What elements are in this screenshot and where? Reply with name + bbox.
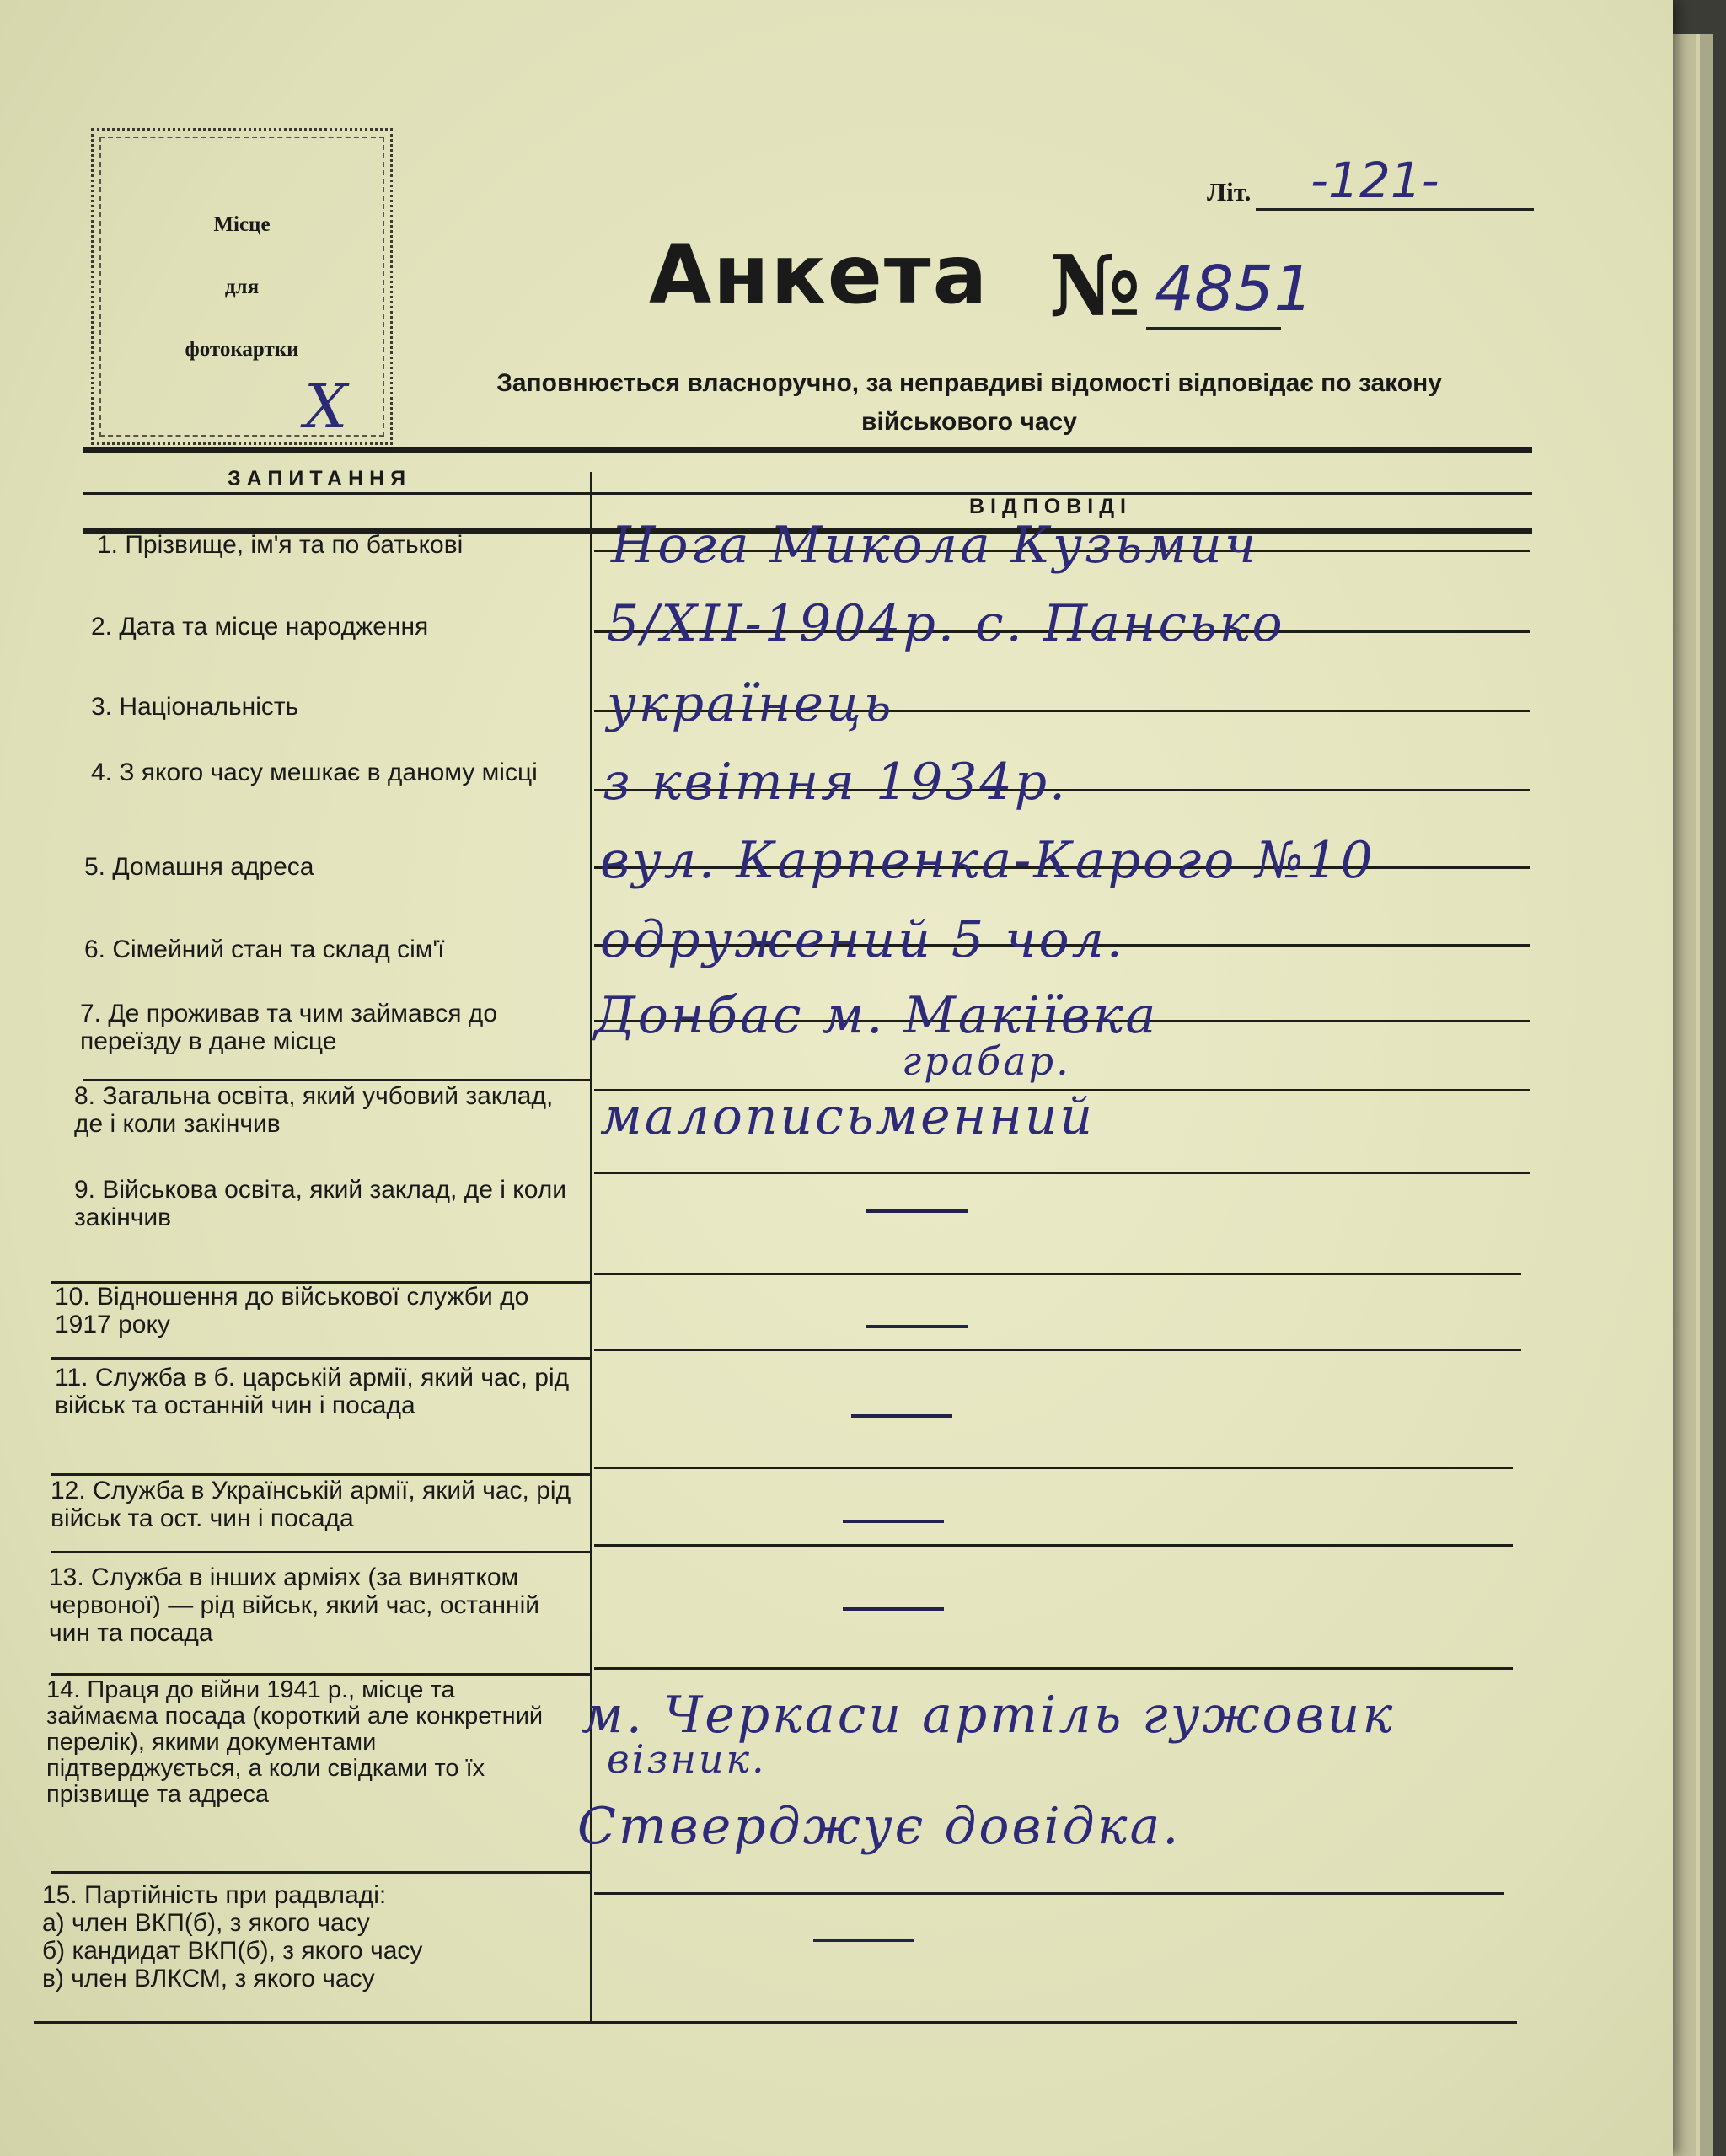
questions-header: ЗАПИТАННЯ bbox=[228, 467, 412, 491]
answer-line bbox=[594, 1544, 1513, 1547]
answer-4: з квітня 1934р. bbox=[603, 753, 1069, 812]
row-separator bbox=[51, 1473, 592, 1476]
answer-14: м. Черкаси артіль гужовик bbox=[582, 1686, 1396, 1745]
answer-line bbox=[594, 1273, 1521, 1275]
lit-handwritten-value: -121- bbox=[1311, 152, 1439, 209]
row-separator bbox=[51, 1673, 592, 1676]
question-5: 5. Домашня адреса bbox=[84, 853, 314, 881]
form-subtitle: Заповнюється власноручно, за неправдиві відомості відповідає по закону військового часу bbox=[496, 369, 1442, 436]
question-10: 10. Відношення до військової служби до 1917 року bbox=[55, 1283, 529, 1338]
photo-label-line: для bbox=[224, 276, 260, 298]
form-number: 4851 bbox=[1155, 253, 1314, 325]
answer-line bbox=[594, 1467, 1513, 1469]
answer-14-occupation: візник. bbox=[607, 1736, 767, 1782]
answer-10-dash bbox=[866, 1325, 968, 1328]
number-sign: № bbox=[1049, 236, 1141, 335]
answers-header: ВІДПОВІДІ bbox=[969, 495, 1132, 518]
answer-line bbox=[594, 1172, 1530, 1174]
answer-line bbox=[594, 1667, 1513, 1670]
row-separator bbox=[51, 1357, 592, 1360]
question-14: 14. Праця до війни 1941 р., місце та займаєма посада (короткий але конкретний перелік), якими документами підтверджується, а коли свідками то їх прізвище та адреса bbox=[46, 1676, 544, 1808]
answer-11-dash bbox=[851, 1414, 952, 1418]
table-bottom-rule bbox=[34, 2021, 1517, 2024]
answer-line bbox=[594, 1892, 1504, 1895]
row-separator bbox=[51, 1871, 592, 1874]
answer-6: одружений 5 чол. bbox=[600, 910, 1125, 969]
question-7: 7. Де проживав та чим займався до переїзду в дане місце bbox=[80, 1000, 497, 1055]
photo-placeholder bbox=[91, 128, 393, 445]
question-3: 3. Національність bbox=[91, 693, 299, 721]
question-6: 6. Сімейний стан та склад сім'ї bbox=[84, 936, 445, 963]
lit-label: Літ. bbox=[1207, 177, 1252, 206]
question-4: 4. З якого часу мешкає в даному місці bbox=[91, 759, 538, 786]
question-1: 1. Прізвище, ім'я та по батькові bbox=[97, 531, 464, 559]
column-divider bbox=[590, 472, 592, 2023]
answer-8: малописьменний bbox=[600, 1087, 1095, 1146]
photo-label-line: фотокартки bbox=[185, 338, 299, 361]
question-9: 9. Військова освіта, який заклад, де і коли закінчив bbox=[74, 1176, 566, 1231]
question-12: 12. Служба в Українській армії, який час, рід військ та ост. чин і посада bbox=[51, 1477, 571, 1532]
answer-1: Нога Микола Кузьмич bbox=[611, 516, 1259, 575]
question-8: 8. Загальна освіта, який учбовий заклад, де і коли закінчив bbox=[74, 1082, 554, 1138]
answer-3: українець bbox=[607, 674, 894, 733]
row-separator bbox=[83, 1079, 592, 1081]
answer-7: Донбас м. Макіївка bbox=[594, 986, 1159, 1045]
question-11: 11. Служба в б. царській армії, який час, рід військ та останній чин і посада bbox=[55, 1364, 570, 1419]
photo-label-line: Місце bbox=[213, 213, 271, 236]
answer-15-dash bbox=[813, 1939, 914, 1942]
number-underline bbox=[1146, 327, 1281, 330]
question-2: 2. Дата та місце народження bbox=[91, 613, 429, 641]
question-15: 15. Партійність при радвладі: а) член ВКП(б), з якого часу б) кандидат ВКП(б), з якого часу в) член ВЛКСМ, з якого часу bbox=[42, 1881, 423, 1992]
answer-12-dash bbox=[843, 1520, 944, 1523]
row-separator bbox=[51, 1551, 592, 1553]
answer-14-proof: Стверджує довідка. bbox=[577, 1797, 1182, 1856]
answer-line bbox=[594, 1349, 1521, 1351]
header-mid-rule bbox=[83, 492, 1532, 495]
form-title: Анкета bbox=[649, 228, 989, 322]
answer-2: 5/XII-1904р. с. Пансько bbox=[607, 594, 1285, 653]
header-top-rule bbox=[83, 447, 1532, 453]
answer-13-dash bbox=[843, 1607, 944, 1611]
answer-5: вул. Карпенка-Карого №10 bbox=[600, 831, 1375, 890]
handwritten-x-mark: X bbox=[304, 371, 348, 442]
question-13: 13. Служба в інших арміях (за винятком червоної) — рід військ, який час, останній чин та посада bbox=[49, 1563, 540, 1647]
answer-8-occupation: грабар. bbox=[902, 1038, 1071, 1084]
answer-9-dash bbox=[866, 1209, 968, 1213]
